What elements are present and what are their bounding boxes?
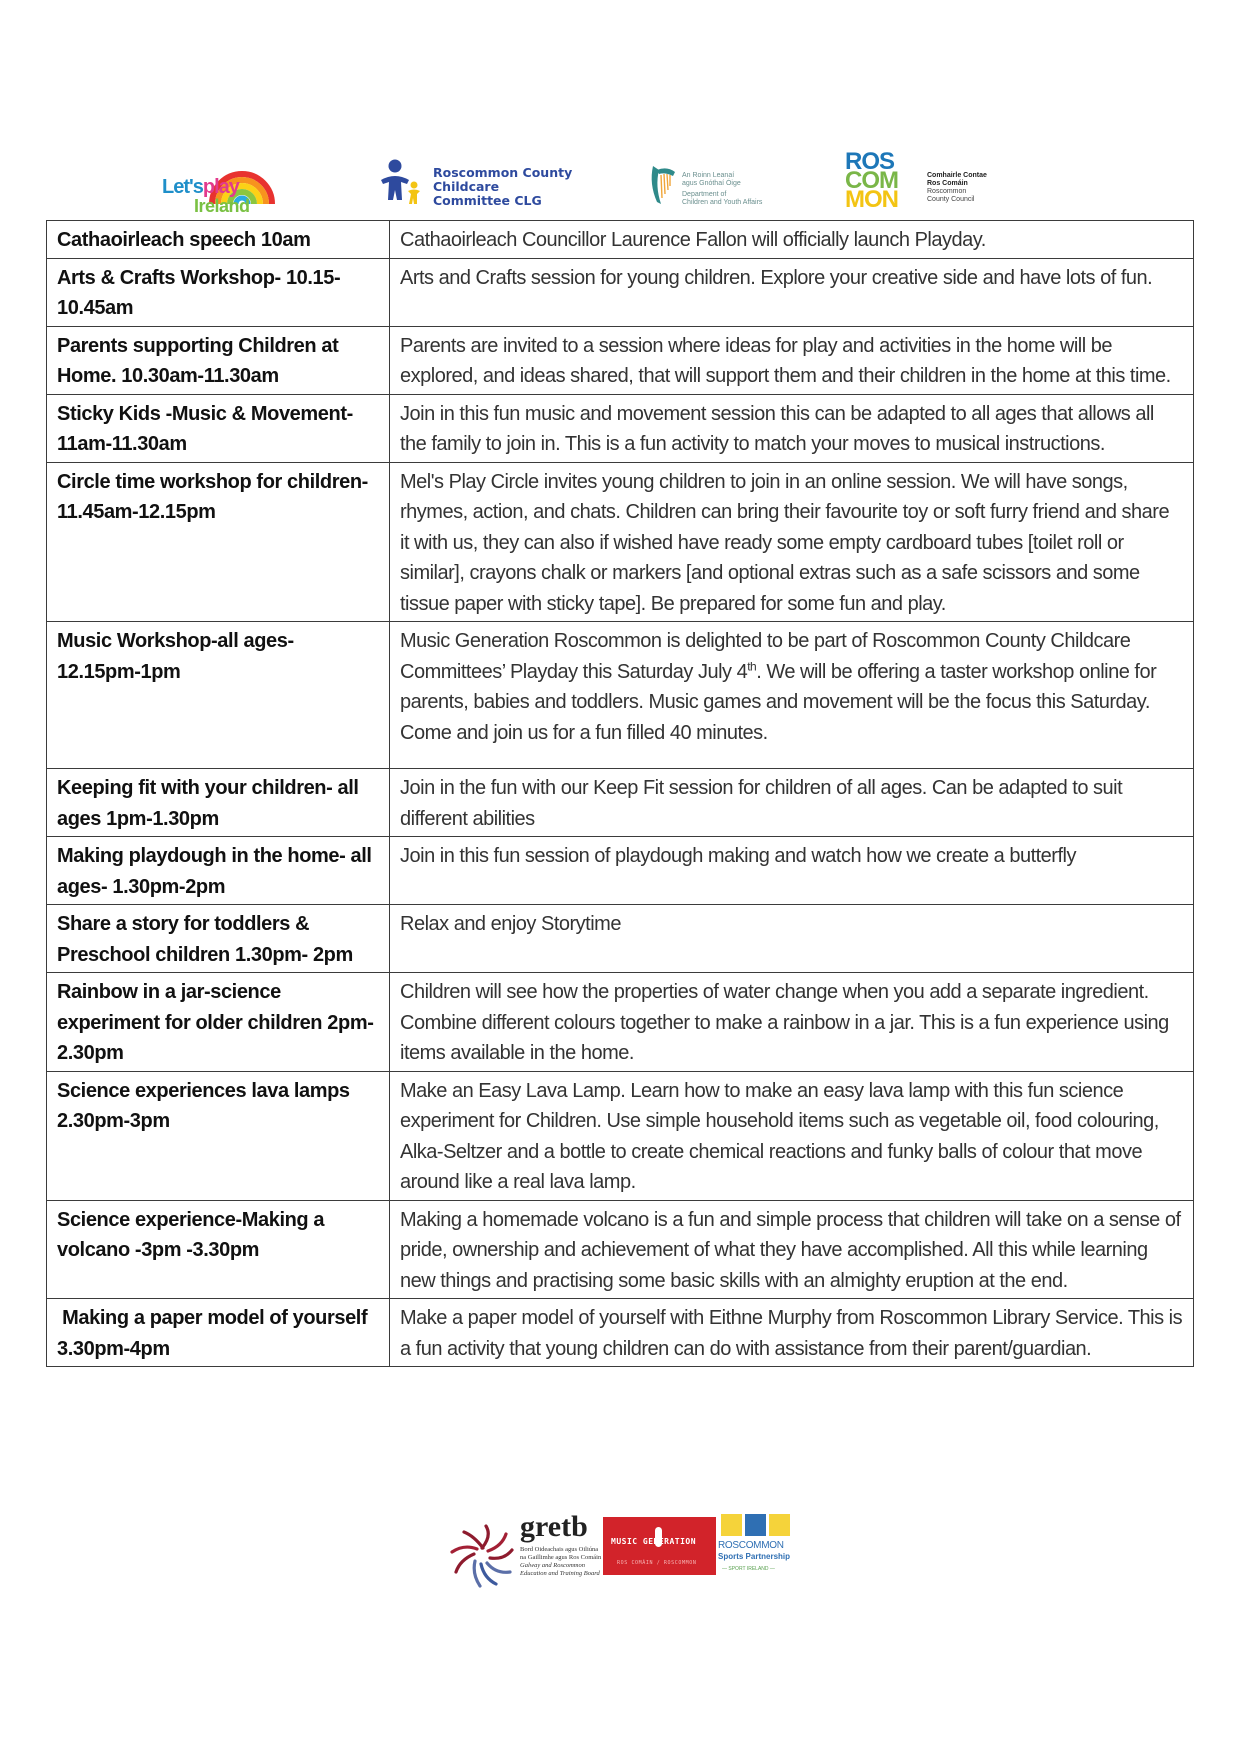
table-row: [47, 622, 1194, 769]
event-description: Join in this fun session of playdough making and watch how we create a butterfly: [390, 837, 1194, 905]
event-title: Parents supporting Children at Home. 10.30am-11.30am: [47, 326, 390, 394]
footer-logos: [0, 1512, 1241, 1594]
event-description: Cathaoirleach Councillor Laurence Fallon will officially launch Playday.: [390, 221, 1194, 259]
event-description: Join in the fun with our Keep Fit session for children of all ages. Can be adapted to suit different abilities: [390, 769, 1194, 837]
rccc-name: Roscommon County Childcare Committee CLG: [433, 165, 573, 208]
roscommon-sports-partnership-logo: ROSCOMMON Sports Partnership — SPORT IRELAND —: [718, 1514, 798, 1590]
table-row: [47, 258, 1194, 326]
table-row: [47, 221, 1194, 259]
event-title: Science experiences lava lamps 2.30pm-3pm: [47, 1071, 390, 1200]
harp-icon: [647, 162, 679, 208]
lets-play-ireland-logo: [162, 154, 282, 218]
music-generation-logo: MUSIC GENERATION ROS COMÁIN / ROSCOMMON: [603, 1517, 716, 1575]
event-description: Making a homemade volcano is a fun and simple process that children will take on a sense of pride, ownership and achievement of what they have accomplished. All this while learning new things and practising some basic skills with an almighty eruption at the end.: [390, 1200, 1194, 1299]
roscommon-county-council-logo: [845, 148, 1025, 218]
event-title: Arts & Crafts Workshop- 10.15- 10.45am: [47, 258, 390, 326]
sport-tiles-icon: [721, 1514, 791, 1536]
dcya-logo: [647, 162, 777, 212]
table-row: [47, 837, 1194, 905]
event-description: Relax and enjoy Storytime: [390, 905, 1194, 973]
table-row: [47, 1071, 1194, 1200]
table-row: [47, 394, 1194, 462]
gretb-logo: [450, 1510, 612, 1588]
table-row: [47, 462, 1194, 622]
event-title: Science experience-Making a volcano -3pm -3.30pm: [47, 1200, 390, 1299]
ireland-wordmark: Ireland: [194, 196, 250, 216]
table-row: [47, 905, 1194, 973]
event-title: Cathaoirleach speech 10am: [47, 221, 390, 259]
event-description: Make a paper model of yourself with Eithne Murphy from Roscommon Library Service. This is a fun activity that young children can do with assistance from their parent/guardian.: [390, 1299, 1194, 1367]
gretb-swirl-icon: [450, 1524, 514, 1588]
event-description: Join in this fun music and movement session this can be adapted to all ages that allows all the family to join in. This is a fun activity to match your moves to musical instructions.: [390, 394, 1194, 462]
roscommon-wordmark: ROS COM MON: [845, 148, 898, 213]
event-description: Mel's Play Circle invites young children to join in an online session. We will have songs, rhymes, action, and chats. Children can bring their favourite toy or soft furry friend and share it with us, they can also if wished have ready some empty cardboard tubes [toilet roll or similar], crayons chalk or markers [and optional extras such as a safe scissors and some tissue paper with sticky tape]. Be prepared for some fun and play.: [390, 462, 1194, 622]
event-title: Sticky Kids -Music & Movement- 11am-11.30am: [47, 394, 390, 462]
event-title: Circle time workshop for children-11.45am-12.15pm: [47, 462, 390, 622]
event-title: Keeping fit with your children- all ages 1pm-1.30pm: [47, 769, 390, 837]
gretb-subtitle: Bord Oideachais agus Oiliúna na Gaillimhe agus Ros Comáin Galway and Roscommon Education and Training Board: [520, 1546, 602, 1577]
playday-schedule-table: [46, 220, 1194, 1367]
event-description: Children will see how the properties of water change when you add a separate ingredient. Combine different colours together to make a rainbow in a jar. This is a fun experience using items available in the home.: [390, 973, 1194, 1072]
event-title: Music Workshop-all ages- 12.15pm-1pm: [47, 622, 390, 769]
council-name: Comhairle Contae Ros Comáin Roscommon County Council: [927, 172, 987, 203]
dcya-name: An Roinn Leanaí agus Gnóthaí Óige Department of Children and Youth Affairs: [682, 172, 763, 206]
child-figure-icon: [378, 158, 428, 214]
event-title: Making playdough in the home- all ages- 1.30pm-2pm: [47, 837, 390, 905]
header-logos: [0, 150, 1241, 218]
event-title: Making a paper model of yourself 3.30pm-4pm: [47, 1299, 390, 1367]
event-description: Arts and Crafts session for young children. Explore your creative side and have lots of fun.: [390, 258, 1194, 326]
table-row: [47, 1299, 1194, 1367]
event-title: Share a story for toddlers & Preschool children 1.30pm- 2pm: [47, 905, 390, 973]
table-row: [47, 1200, 1194, 1299]
table-row: [47, 973, 1194, 1072]
gretb-wordmark: gretb: [520, 1510, 588, 1543]
table-row: [47, 769, 1194, 837]
roscommon-childcare-logo: [378, 158, 598, 214]
table-row: [47, 326, 1194, 394]
lets-play-wordmark: Let'splay: [162, 176, 239, 198]
event-description: Make an Easy Lava Lamp. Learn how to make an easy lava lamp with this fun science experiment for Children. Use simple household items such as vegetable oil, food colouring, Alka-Seltzer and a bottle to create chemical reactions and funky balls of colour that move around like a real lava lamp.: [390, 1071, 1194, 1200]
event-description: Music Generation Roscommon is delighted to be part of Roscommon County Childcare Committees’ Playday this Saturday July 4th. We will be offering a taster workshop online for parents, babies and toddlers. Music games and movement will be the focus this Saturday. Come and join us for a fun filled 40 minutes.: [390, 622, 1194, 769]
event-title: Rainbow in a jar-science experiment for older children 2pm- 2.30pm: [47, 973, 390, 1072]
event-description: Parents are invited to a session where ideas for play and activities in the home will be explored, and ideas shared, that will support them and their children in the home at this time.: [390, 326, 1194, 394]
